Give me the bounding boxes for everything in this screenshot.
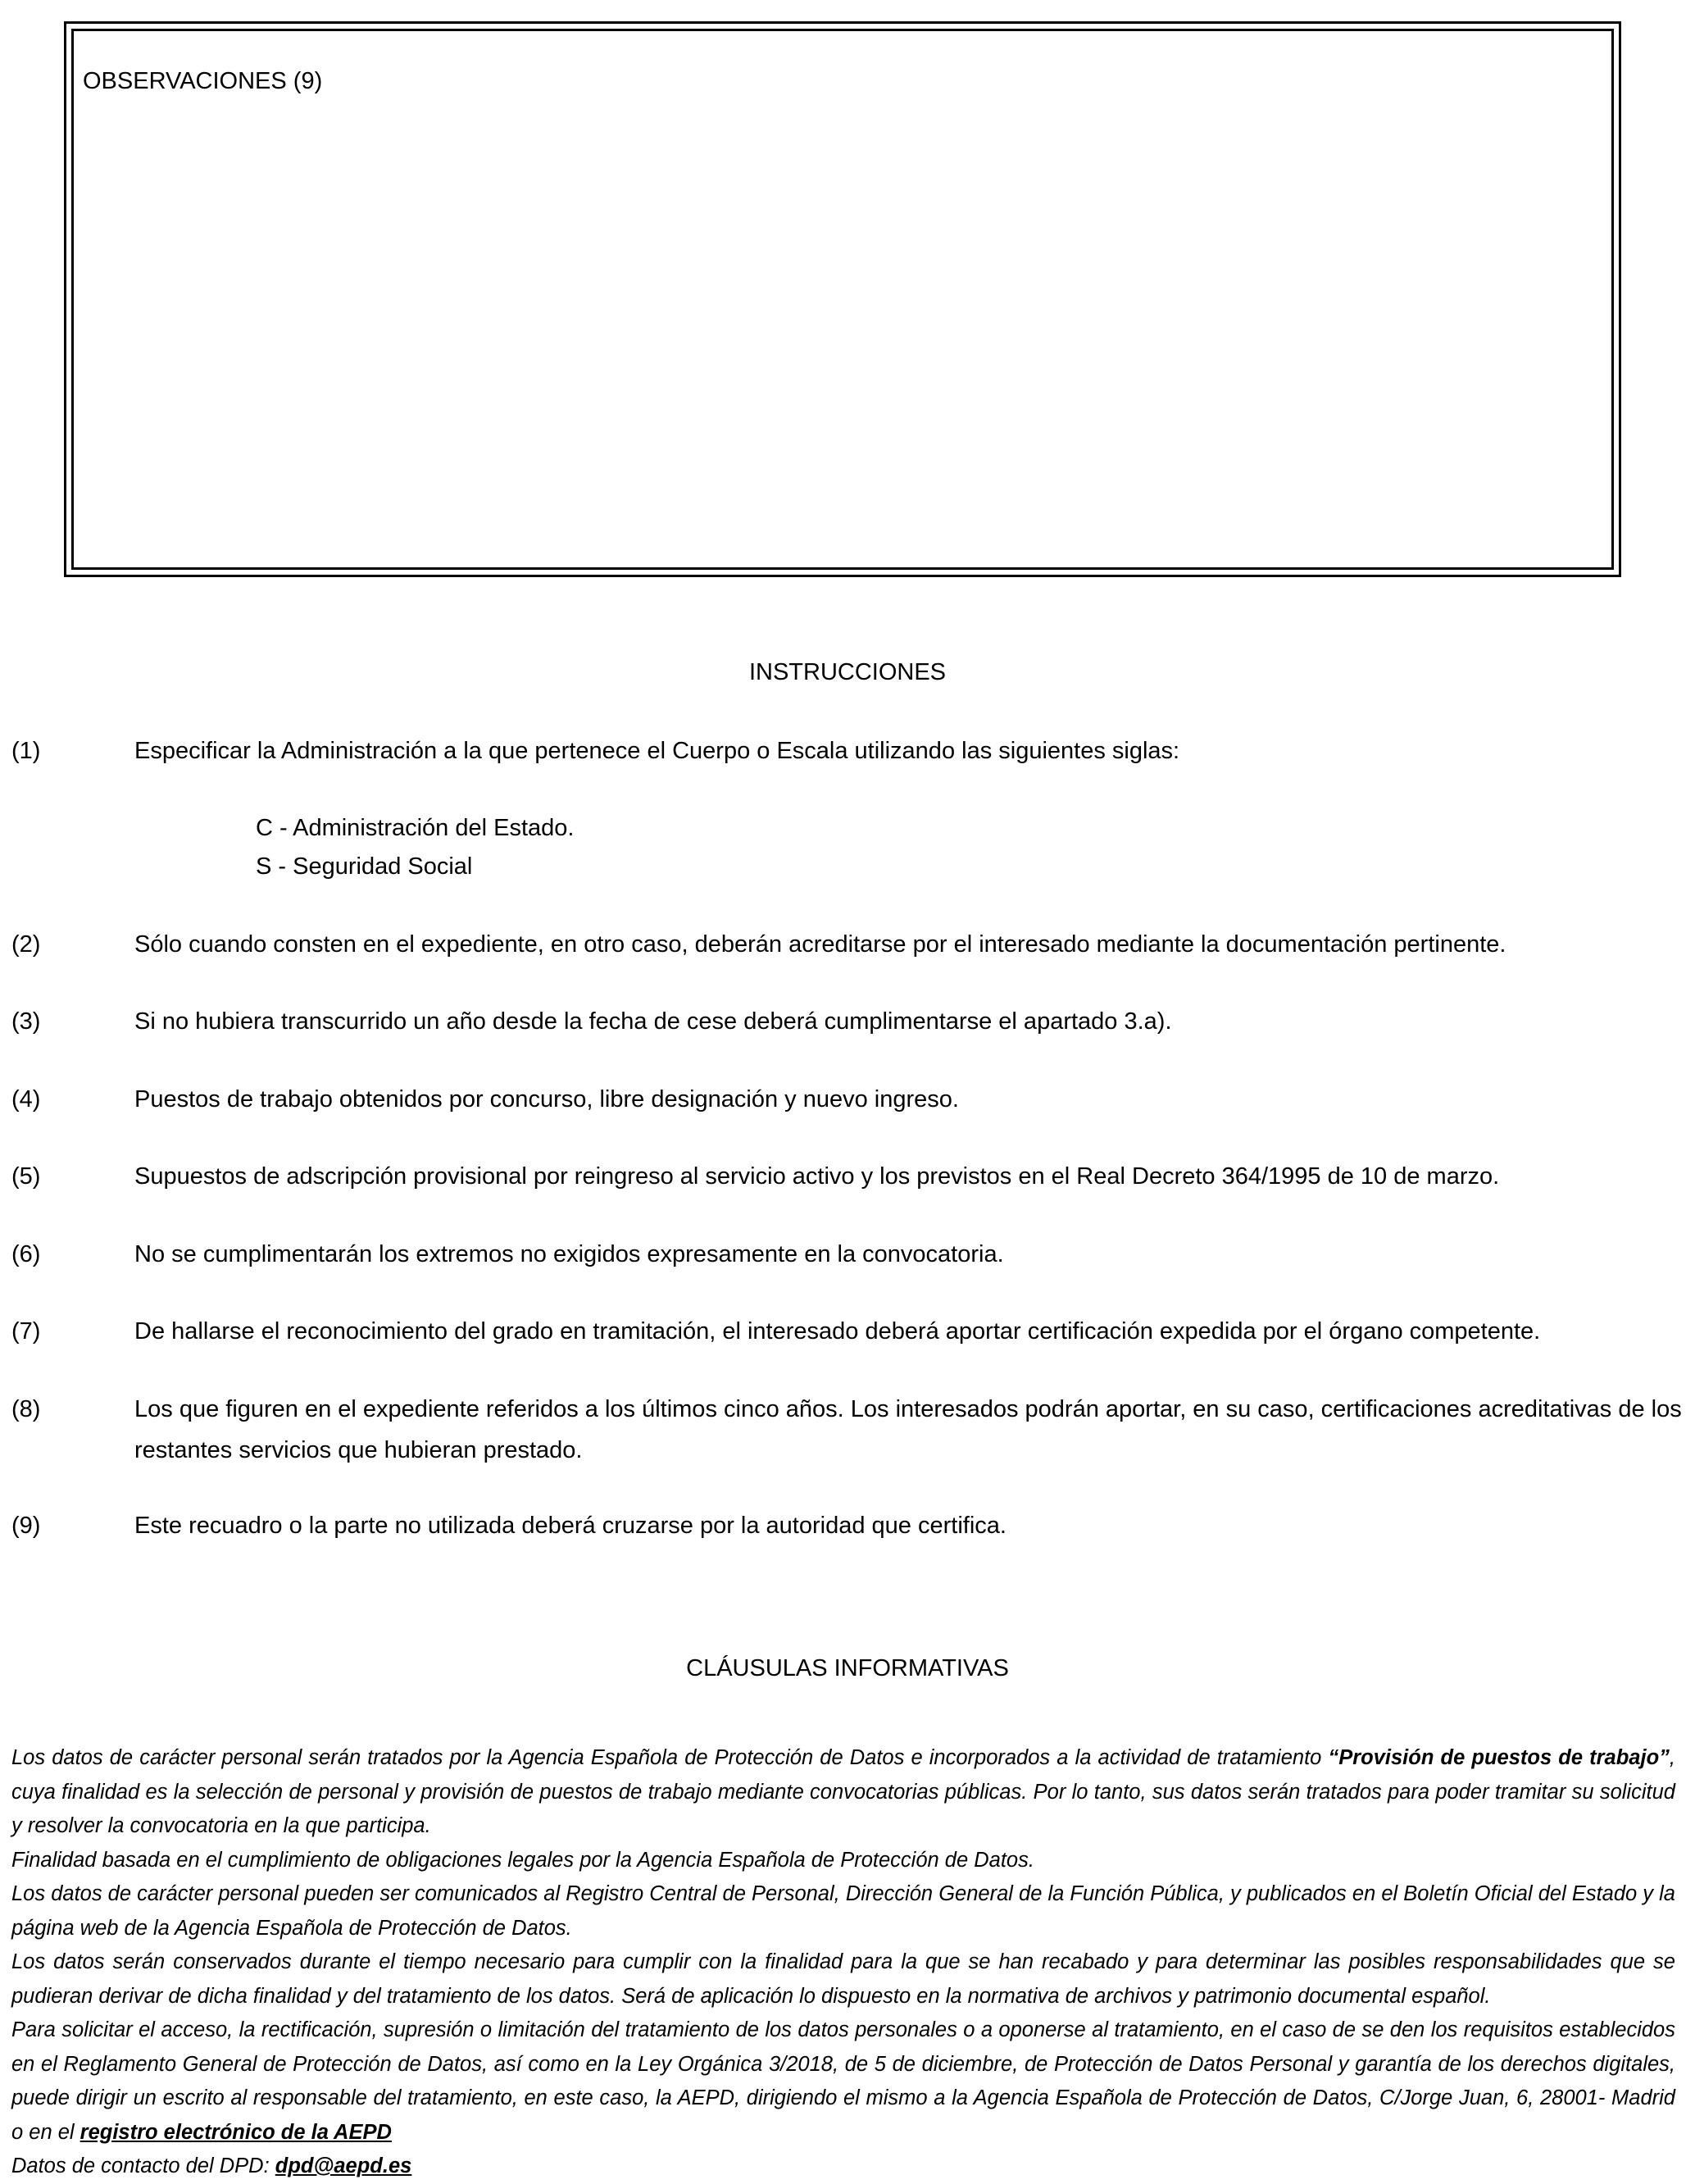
instructions-title: INSTRUCCIONES	[748, 659, 947, 685]
clauses-title: CLÁUSULAS INFORMATIVAS	[686, 1655, 1009, 1681]
clause-paragraph-purpose: Finalidad basada en el cumplimiento de obligaciones legales por la Agencia Española de Protección de Datos.	[11, 1848, 1034, 1872]
instruction-number: (3)	[11, 1008, 41, 1035]
clause-text: Los datos de carácter personal serán tratados por la Agencia Española de Protección de Datos e incorporados a la actividad de tratamiento	[11, 1746, 1329, 1769]
instruction-number: (1)	[11, 738, 41, 764]
instruction-number: (5)	[11, 1163, 41, 1190]
observations-box	[64, 21, 1621, 577]
instruction-text: De hallarse el reconocimiento del grado en tramitación, el interesado deberá aportar certificación expedida por el órgano competente.	[134, 1318, 1541, 1345]
clause-text: , cuya finalidad es la selección de personal y provisión de puestos de trabajo mediante convocatorias públicas. Por lo tanto, sus datos serán tratados para poder tramitar su solicitud y resolver la convocatoria en la que participa.	[11, 1746, 1675, 1837]
clause-text: Para solicitar el acceso, la rectificación, supresión o limitación del tratamiento de los datos personales o a oponerse al tratamiento, en el caso de se den los requisitos establecidos en el Reglamento General de Protección de Datos, así como en la Ley Orgánica 3/2018, de 5 de diciembre, de Protección de Datos Personal y garantía de los derechos digitales, puede dirigir un escrito al responsable del tratamiento, en este caso, la AEPD, dirigiendo el mismo a la Agencia Española de Protección de Datos, C/Jorge Juan, 6, 28001- Madrid o en el	[11, 2018, 1675, 2144]
instruction-text: Puestos de trabajo obtenidos por concurso, libre designación y nuevo ingreso.	[134, 1086, 959, 1112]
observations-box-inner-border	[71, 29, 1614, 570]
dpd-email-link[interactable]: dpd@aepd.es	[275, 2154, 412, 2177]
sigla-item-c: C - Administración del Estado.	[256, 815, 575, 841]
dpd-contact-label: Datos de contacto del DPD:	[11, 2154, 275, 2177]
instruction-number: (6)	[11, 1241, 41, 1267]
clauses-body	[11, 1741, 1675, 2184]
instruction-number: (9)	[11, 1513, 41, 1539]
observations-label: OBSERVACIONES (9)	[83, 68, 323, 94]
clause-paragraph-retention: Los datos serán conservados durante el tiempo necesario para cumplir con la finalidad para la que se han recabado y para determinar las posibles responsabilidades que se pudieran derivar de dicha finalidad y del tratamiento de los datos. Será de aplicación lo dispuesto en la normativa de archivos y patrimonio documental español.	[11, 1950, 1675, 2008]
instruction-text: Sólo cuando consten en el expediente, en otro caso, deberán acreditarse por el interesado mediante la documentación pertinente.	[134, 931, 1506, 958]
clause-paragraph-recipients: Los datos de carácter personal pueden ser comunicados al Registro Central de Personal, Dirección General de la Función Pública, y publicados en el Boletín Oficial del Estado y la página web de la Agencia Española de Protección de Datos.	[11, 1882, 1675, 1940]
instruction-text: Los que figuren en el expediente referidos a los últimos cinco años. Los interesados podrán aportar, en su caso, certificaciones acreditativas de los restantes servicios que hubieran prestado.	[134, 1396, 1682, 1463]
sigla-item-s: S - Seguridad Social	[256, 853, 473, 880]
instruction-number: (8)	[11, 1396, 41, 1422]
instruction-number: (4)	[11, 1086, 41, 1112]
instruction-text: Si no hubiera transcurrido un año desde la fecha de cese deberá cumplimentarse el apartado 3.a).	[134, 1008, 1172, 1035]
instruction-text: Especificar la Administración a la que pertenece el Cuerpo o Escala utilizando las siguientes siglas:	[134, 738, 1180, 764]
activity-name: “Provisión de puestos de trabajo”	[1328, 1746, 1670, 1769]
clause-paragraph-treatment	[11, 1741, 1675, 1844]
clause-paragraph-rights	[11, 2013, 1675, 2150]
clause-paragraph-dpd-contact	[11, 2150, 1675, 2184]
electronic-registry-link[interactable]: registro electrónico de la AEPD	[80, 2120, 392, 2144]
instruction-text: Este recuadro o la parte no utilizada deberá cruzarse por la autoridad que certifica.	[134, 1513, 1007, 1539]
instruction-text: Supuestos de adscripción provisional por reingreso al servicio activo y los previstos en el Real Decreto 364/1995 de 10 de marzo.	[134, 1163, 1500, 1190]
instruction-text: No se cumplimentarán los extremos no exigidos expresamente en la convocatoria.	[134, 1241, 1004, 1267]
instruction-number: (7)	[11, 1318, 41, 1345]
instruction-number: (2)	[11, 931, 41, 958]
